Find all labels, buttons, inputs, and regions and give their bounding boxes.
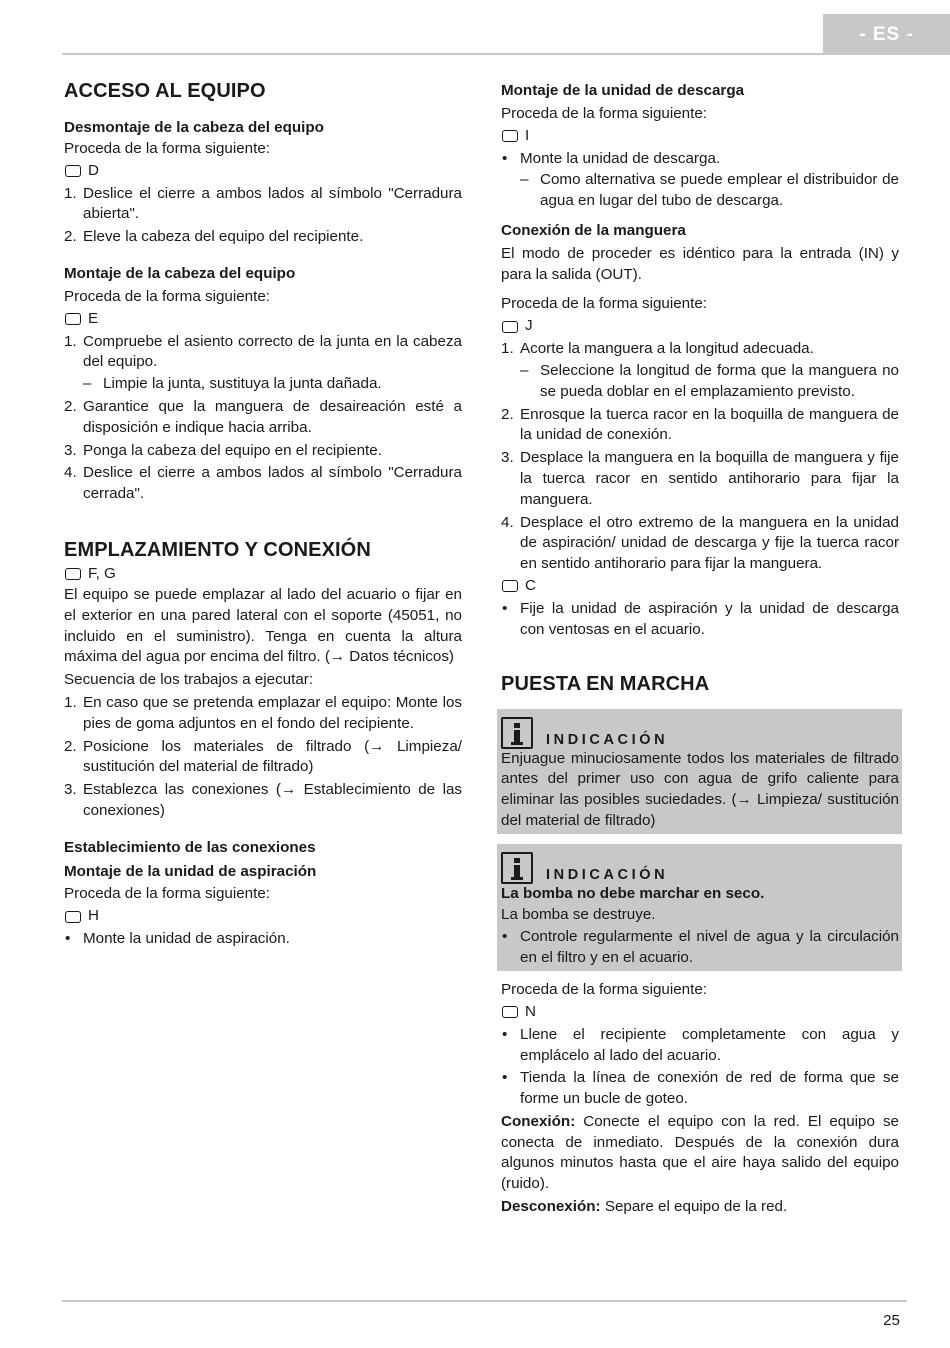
figure-label: E [88, 309, 99, 327]
step-number: 1. [64, 332, 77, 350]
step-text: Desplace la manguera en la boquilla de manguera y fije la tuerca racor en sentido antihorario para fijar la manguera. [520, 449, 899, 508]
steps-emplazamiento [64, 693, 462, 822]
page-number: 25 [883, 1312, 900, 1329]
steps-desmontaje [64, 184, 462, 248]
steps-montaje [64, 332, 462, 505]
notice-box [497, 844, 902, 971]
intro-text: Proceda de la forma siguiente: [501, 104, 707, 122]
step-number: 2. [501, 405, 514, 423]
bullets-manguera [501, 599, 899, 641]
list-item [501, 149, 899, 212]
info-icon [501, 717, 533, 749]
bullet-marker: • [502, 149, 508, 167]
intro-text: Proceda de la forma siguiente: [64, 885, 270, 903]
sub-text: Seleccione la longitud de forma que la manguera no se pueda doblar en el emplazamiento previsto. [540, 361, 899, 400]
bullet-text: Fije la unidad de aspiración y la unidad de descarga con ventosas en el acuario. [520, 599, 899, 638]
sequence-text: Secuencia de los trabajos a ejecutar: [64, 671, 314, 689]
figure-label: J [525, 317, 533, 335]
step-text: Desplace el otro extremo de la manguera en la unidad de aspiración/ unidad de descarga y fije la tuerca racor en sentido antihorario para fijar la manguera. [520, 513, 899, 573]
list-item [64, 184, 462, 226]
right-column [501, 81, 899, 1218]
subheading-aspiracion: Montaje de la unidad de aspiración [64, 862, 317, 880]
bullets-aspiracion [64, 929, 462, 950]
step-number: 3. [64, 441, 77, 459]
notice-warning: La bomba no debe marchar en seco. [501, 884, 765, 902]
list-item [64, 780, 462, 822]
book-icon [502, 321, 518, 333]
paragraph: El equipo se puede emplazar al lado del acuario o fijar en el exterior en una pared lateral con el soporte (45051, no incluido en el suministro). Tenga en cuenta la altura máxima del agua por encima del filtro. (→ Datos técnicos) [64, 585, 462, 666]
step-text: Compruebe el asiento correcto de la junta en la cabeza del equipo. [83, 332, 462, 371]
notice-header [501, 715, 899, 749]
desconexion-paragraph [501, 1197, 899, 1218]
figure-label: C [525, 577, 536, 595]
intro-text: Proceda de la forma siguiente: [64, 139, 270, 157]
figure-reference [501, 576, 899, 597]
subheading-descarga: Montaje de la unidad de descarga [501, 82, 745, 99]
figure-label: F, G [88, 565, 116, 583]
figure-reference [64, 161, 462, 182]
book-icon [502, 130, 518, 142]
book-icon [502, 580, 518, 592]
list-item [501, 1025, 899, 1067]
list-item [501, 448, 899, 510]
subheading-montaje: Montaje de la cabeza del equipo [64, 264, 296, 282]
figure-label: N [525, 1002, 536, 1020]
list-item [501, 513, 899, 575]
subheading-conexiones: Establecimiento de las conexiones [64, 838, 316, 856]
step-number: 3. [64, 781, 77, 799]
notice-header [501, 850, 899, 884]
list-item [501, 927, 899, 969]
figure-reference [501, 316, 899, 337]
notice-text: Enjuague minuciosamente todos los materiales de filtrado antes del primer uso con agua de grifo caliente para eliminar las posibles suciedades. (→ Limpieza/ sustitución del material de filtrado) [501, 749, 899, 829]
dash-marker: – [83, 375, 92, 393]
bullets-puesta [501, 1025, 899, 1110]
book-icon [65, 165, 81, 177]
bullet-text: Monte la unidad de aspiración. [83, 930, 290, 948]
sub-list [520, 170, 899, 212]
figure-reference [64, 309, 462, 330]
desconexion-label: Desconexión: [501, 1198, 601, 1216]
figure-reference [501, 1002, 899, 1023]
book-icon [65, 568, 81, 580]
step-text: Eleve la cabeza del equipo del recipiente. [83, 228, 364, 246]
step-text: Acorte la manguera a la longitud adecuada. [520, 340, 814, 358]
bullet-marker: • [502, 1069, 508, 1087]
desconexion-text: Separe el equipo de la red. [600, 1198, 788, 1216]
book-icon [502, 1006, 518, 1018]
section-title-acceso: ACCESO AL EQUIPO [64, 80, 266, 102]
bullet-marker: • [502, 1025, 508, 1043]
list-item [83, 374, 462, 395]
bullet-marker: • [65, 930, 71, 948]
subheading-desmontaje: Desmontaje de la cabeza del equipo [64, 119, 324, 136]
list-item [64, 441, 462, 462]
list-item [64, 227, 462, 248]
list-item [501, 339, 899, 402]
step-number: 1. [64, 184, 77, 202]
bullet-text: Controle regularmente el nivel de agua y la circulación en el filtro y en el acuario. [520, 928, 899, 967]
list-item [501, 1068, 899, 1110]
list-item [64, 463, 462, 505]
notice-title: INDICACIÓN [546, 731, 669, 748]
list-item [64, 929, 462, 950]
bullet-text: Monte la unidad de descarga. [520, 149, 721, 167]
notice-box [497, 709, 902, 834]
sub-text: Como alternativa se puede emplear el distribuidor de agua en lugar del tubo de descarga. [540, 171, 899, 210]
intro-text: Proceda de la forma siguiente: [64, 287, 270, 305]
conexion-paragraph [501, 1112, 899, 1195]
list-item [64, 737, 462, 779]
figure-reference [501, 126, 899, 147]
sub-list [83, 374, 462, 395]
left-column [64, 78, 462, 950]
list-item [64, 332, 462, 395]
figure-label: I [525, 126, 530, 144]
step-number: 3. [501, 449, 514, 467]
steps-manguera [501, 339, 899, 575]
step-text: Establezca las conexiones (→ Establecimiento de las conexiones) [83, 781, 462, 819]
step-number: 4. [64, 464, 77, 482]
dash-marker: – [520, 171, 529, 189]
book-icon [65, 313, 81, 325]
figure-reference [64, 564, 462, 585]
sub-list [520, 361, 899, 403]
step-number: 2. [64, 228, 77, 246]
conexion-text: Conecte el equipo con la red. El equipo se conecta de inmediato. Después de la conexión dura algunos minutos hasta que el aire haya salido del equipo (ruido). [501, 1112, 899, 1193]
notice-title: INDICACIÓN [546, 866, 669, 883]
bullets-descarga [501, 149, 899, 212]
step-text: Enrosque la tuerca racor en la boquilla de manguera de la unidad de conexión. [520, 405, 899, 444]
bullet-text: Llene el recipiente completamente con agua y emplácelo al lado del acuario. [520, 1025, 899, 1064]
book-icon [65, 911, 81, 923]
header-divider [62, 53, 823, 55]
step-text: Deslice el cierre a ambos lados al símbolo "Cerradura cerrada". [83, 464, 462, 503]
step-text: Deslice el cierre a ambos lados al símbolo "Cerradura abierta". [83, 184, 462, 223]
sub-text: Limpie la junta, sustituya la junta dañada. [103, 375, 382, 393]
conexion-label: Conexión: [501, 1112, 576, 1130]
language-tab: - ES - [823, 14, 950, 55]
info-icon [501, 852, 533, 884]
section-title-puesta: PUESTA EN MARCHA [501, 672, 710, 695]
paragraph: El modo de proceder es idéntico para la entrada (IN) y para la salida (OUT). [501, 244, 899, 283]
step-text: Garantice que la manguera de desaireación esté a disposición e indique hacia arriba. [83, 397, 462, 436]
list-item [64, 397, 462, 439]
intro-text: Proceda de la forma siguiente: [501, 980, 707, 998]
footer-divider [62, 1300, 907, 1302]
section-title-emplazamiento: EMPLAZAMIENTO Y CONEXIÓN [64, 538, 371, 561]
list-item [520, 170, 899, 212]
step-text: Posicione los materiales de filtrado (→ Limpieza/ sustitución del material de filtrado) [83, 737, 462, 776]
step-text: Ponga la cabeza del equipo en el recipiente. [83, 441, 382, 459]
step-number: 1. [501, 340, 514, 358]
step-number: 4. [501, 513, 514, 531]
bullet-text: Tienda la línea de conexión de red de forma que se forme un bucle de goteo. [520, 1069, 899, 1108]
subheading-manguera: Conexión de la manguera [501, 221, 686, 239]
step-number: 1. [64, 693, 77, 711]
bullet-marker: • [502, 599, 508, 617]
dash-marker: – [520, 361, 529, 379]
intro-text: Proceda de la forma siguiente: [501, 295, 707, 313]
figure-label: D [88, 161, 99, 179]
list-item [64, 693, 462, 735]
list-item [520, 361, 899, 403]
step-number: 2. [64, 737, 77, 755]
list-item [501, 405, 899, 447]
step-number: 2. [64, 397, 77, 415]
notice-consequence: La bomba se destruye. [501, 905, 656, 923]
list-item [501, 599, 899, 641]
step-text: En caso que se pretenda emplazar el equipo: Monte los pies de goma adjuntos en el fondo del recipiente. [83, 693, 462, 732]
figure-reference [64, 906, 462, 927]
figure-label: H [88, 907, 99, 925]
bullet-marker: • [502, 928, 508, 946]
notice-bullets [501, 927, 899, 969]
